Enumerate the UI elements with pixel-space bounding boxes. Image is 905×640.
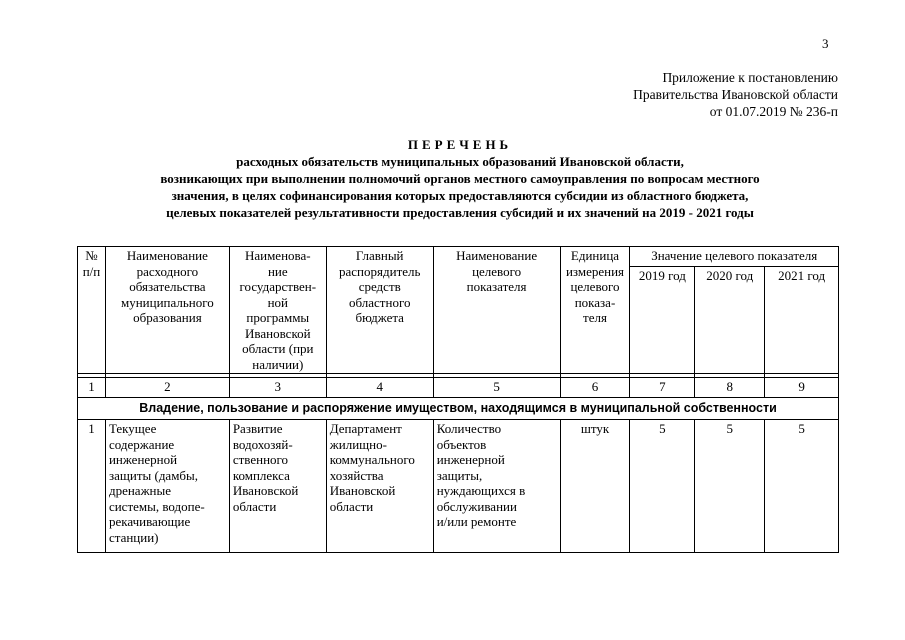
header-value-group: Значение целевого показателя <box>630 247 839 267</box>
obligations-table <box>77 246 839 553</box>
column-number: 4 <box>326 378 433 398</box>
column-number-row <box>78 378 839 398</box>
section-row <box>78 398 839 420</box>
header-num: № п/п <box>78 247 106 374</box>
cell-obligation: Текущее содержание инженерной защиты (дамбы, дренажные системы, водопе- рекачивающие станции) <box>105 420 229 553</box>
title-line-3: значения, в целях софинансирования которых предоставляются субсидии из областного бюджета, <box>171 188 749 203</box>
title-line-2: возникающих при выполнении полномочий органов местного самоуправления по вопросам местного <box>160 171 760 186</box>
column-number: 7 <box>630 378 695 398</box>
document-title <box>70 136 850 221</box>
column-number: 8 <box>695 378 765 398</box>
cell-num: 1 <box>78 420 106 553</box>
header-year-2021: 2021 год <box>765 267 839 374</box>
column-number: 9 <box>765 378 839 398</box>
cell-value-2020: 5 <box>695 420 765 553</box>
appendix-line-3: от 01.07.2019 № 236-п <box>709 104 838 119</box>
column-number: 3 <box>229 378 326 398</box>
header-program: Наименова- ние государствен- ной программы Ивановской области (при наличии) <box>229 247 326 374</box>
appendix-line-2: Правительства Ивановской области <box>633 87 838 102</box>
column-number: 5 <box>433 378 560 398</box>
cell-manager: Департамент жилищно- коммунального хозяйства Ивановской области <box>326 420 433 553</box>
header-year-2020: 2020 год <box>695 267 765 374</box>
cell-indicator: Количество объектов инженерной защиты, нуждающихся в обслуживании и/или ремонте <box>433 420 560 553</box>
column-number: 2 <box>105 378 229 398</box>
header-indicator: Наименование целевого показателя <box>433 247 560 374</box>
cell-value-2021: 5 <box>765 420 839 553</box>
appendix-note <box>633 69 838 120</box>
cell-program: Развитие водохозяй- ственного комплекса Ивановской области <box>229 420 326 553</box>
title-word: ПЕРЕЧЕНЬ <box>407 137 513 152</box>
header-row-1 <box>78 247 839 267</box>
table-row <box>78 420 839 553</box>
section-title: Владение, пользование и распоряжение имуществом, находящимся в муниципальной собственности <box>78 398 839 420</box>
title-line-1: расходных обязательств муниципальных образований Ивановской области, <box>236 154 684 169</box>
appendix-line-1: Приложение к постановлению <box>662 70 838 85</box>
header-manager: Главный распорядитель средств областного бюджета <box>326 247 433 374</box>
title-line-4: целевых показателей результативности предоставления субсидий и их значений на 2019 - 2021 годы <box>166 205 754 220</box>
page-number: 3 <box>822 36 829 51</box>
column-number: 6 <box>560 378 630 398</box>
cell-value-2019: 5 <box>630 420 695 553</box>
header-obligation: Наименование расходного обязательства муниципального образования <box>105 247 229 374</box>
header-year-2019: 2019 год <box>630 267 695 374</box>
header-unit: Единица измерения целевого показа- теля <box>560 247 630 374</box>
column-number: 1 <box>78 378 106 398</box>
cell-unit: штук <box>560 420 630 553</box>
